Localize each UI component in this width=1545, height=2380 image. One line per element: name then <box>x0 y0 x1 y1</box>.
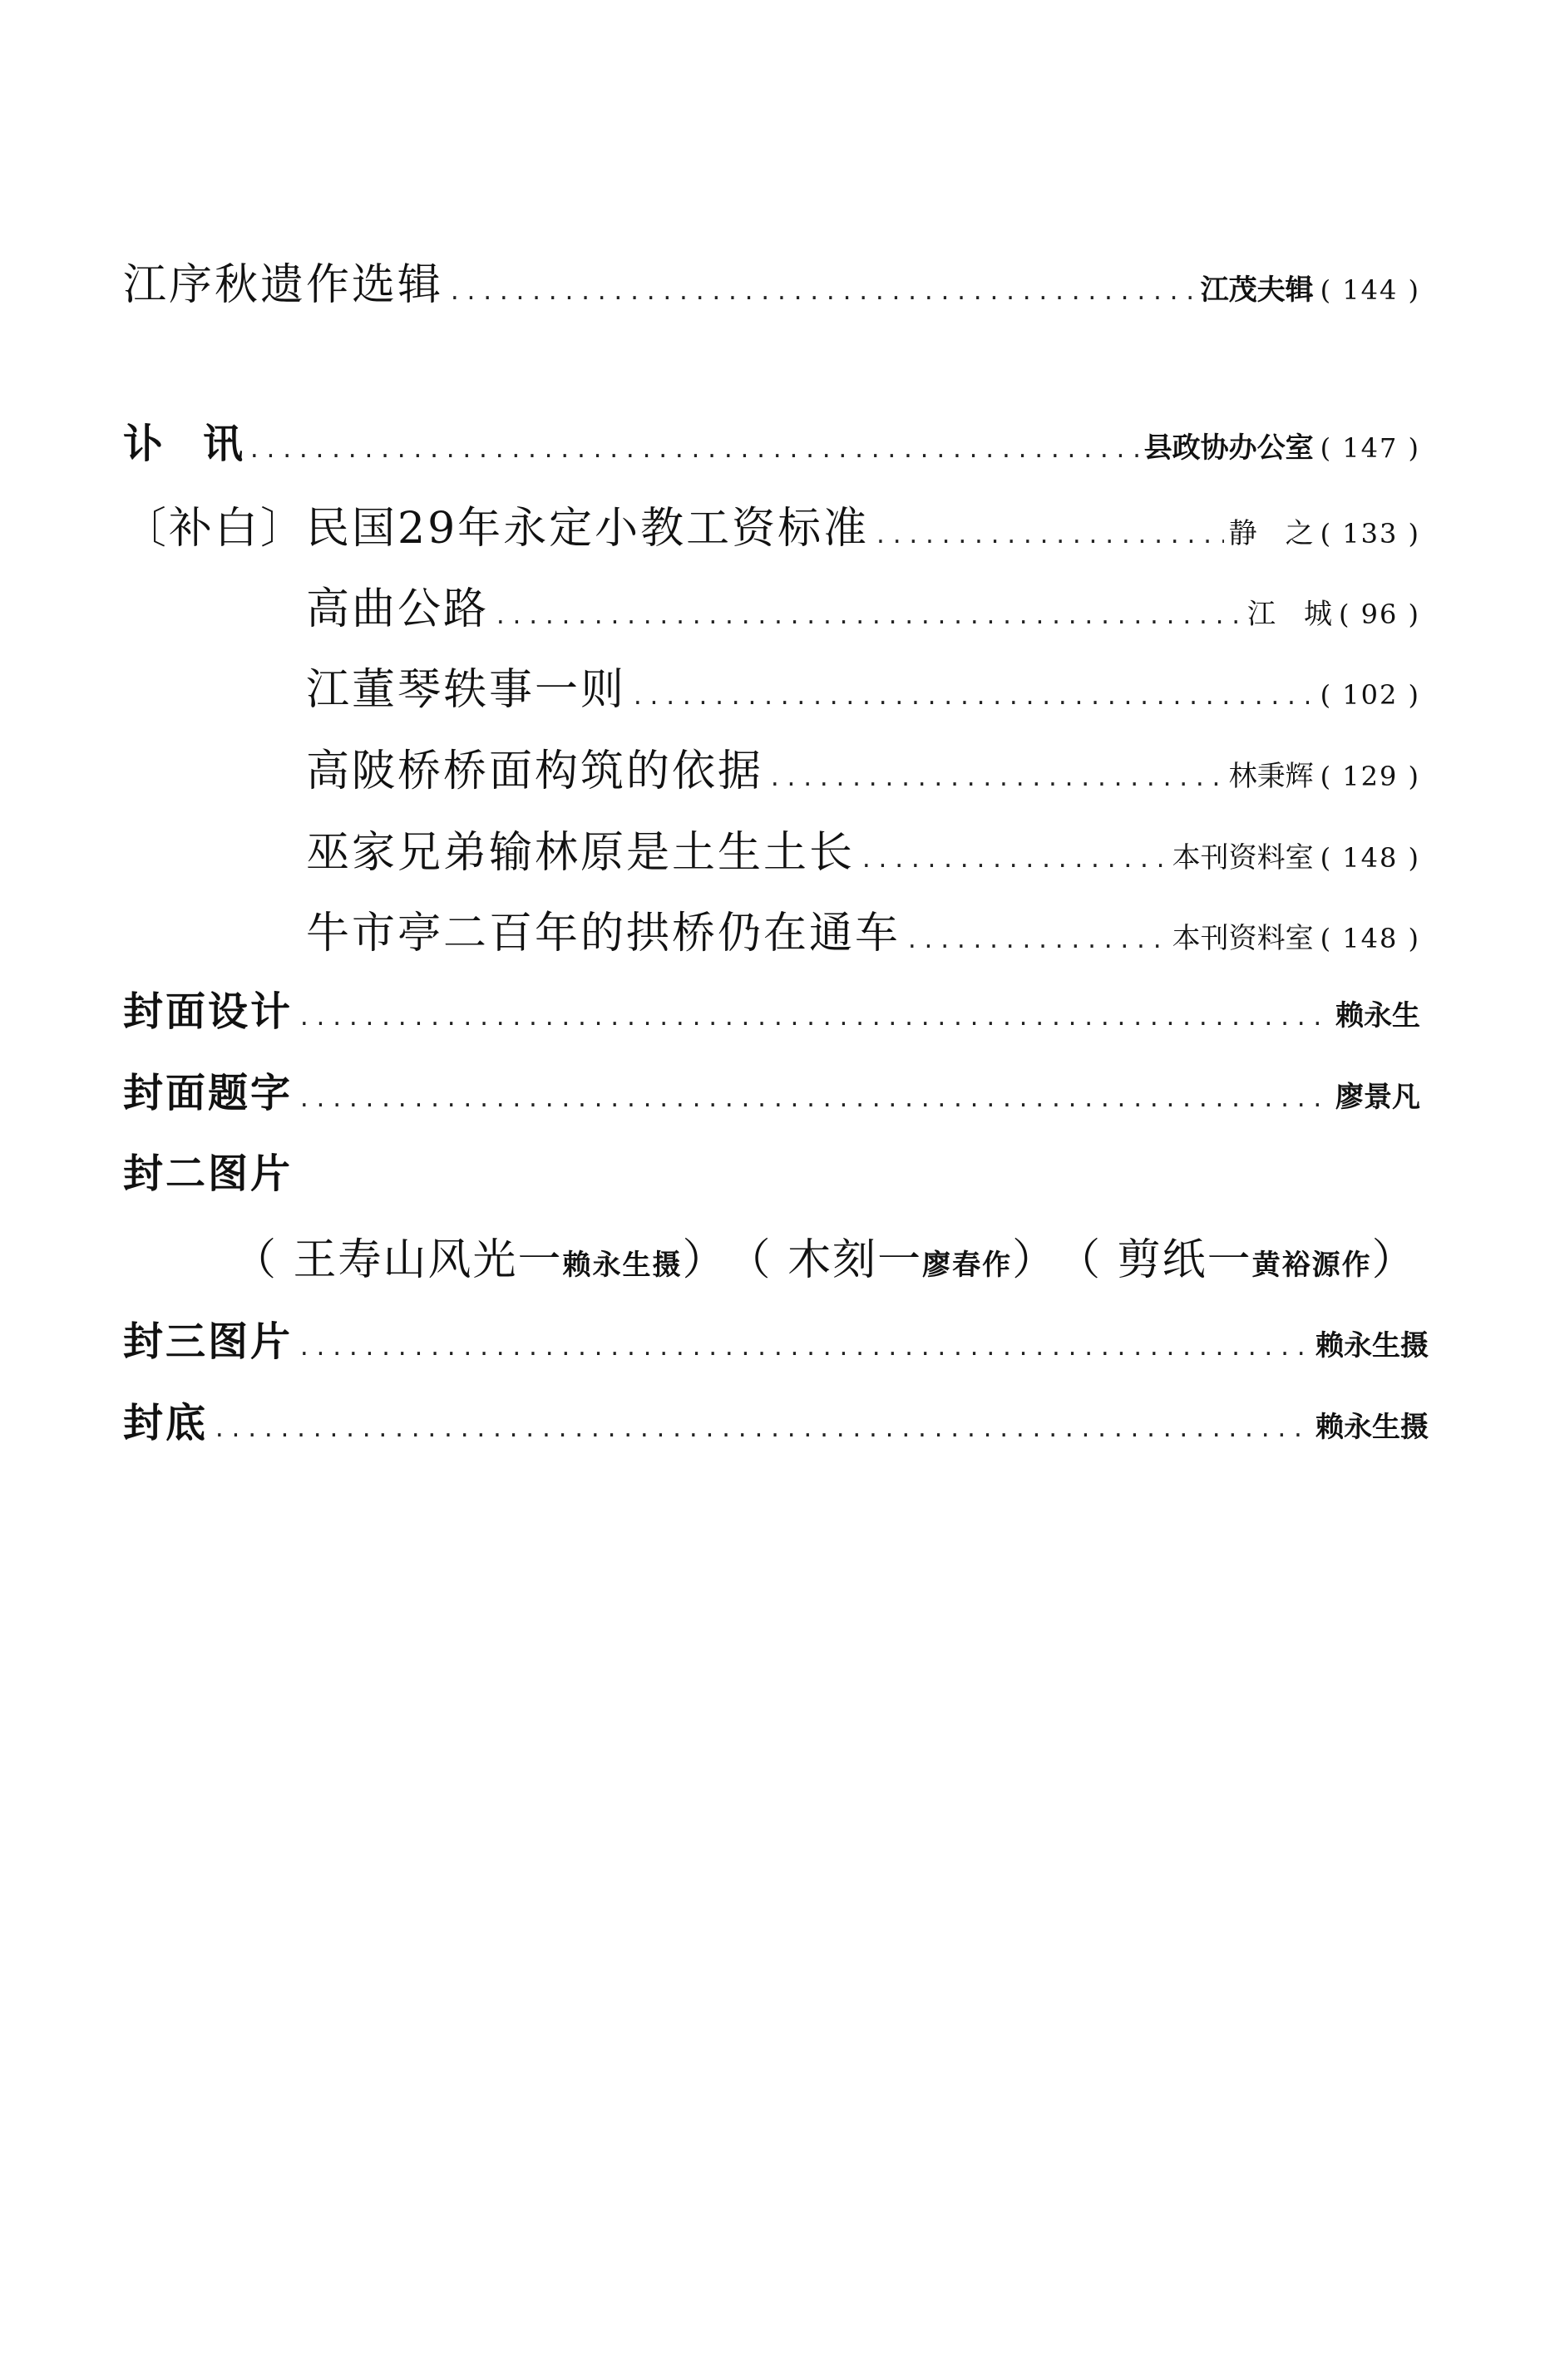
entry-title: 牛市亭二百年的拱桥仍在通车 <box>306 909 901 958</box>
entry-author: 赖永生摄 <box>1315 1411 1429 1444</box>
dot-leader <box>213 1417 1311 1442</box>
dot-leader <box>298 1087 1330 1112</box>
entry-title: 高曲公路 <box>306 584 490 634</box>
entry-title: 〔补白〕民国29年永定小教工资标准 <box>123 504 870 554</box>
entry-author: 赖永生 <box>1335 999 1420 1032</box>
toc-entry <box>306 817 1420 880</box>
entry-page-number: ( 96 ) <box>1338 599 1420 630</box>
entry-title: 封面题字 <box>123 1070 294 1116</box>
entry-page-number: ( 147 ) <box>1320 432 1420 464</box>
entry-title: 封二图片 <box>123 1151 294 1197</box>
toc-entry <box>123 979 1420 1037</box>
toc-entry <box>306 574 1420 636</box>
toc-entry <box>123 493 1420 555</box>
entry-page-number: ( 133 ) <box>1320 518 1420 549</box>
entry-title: 讣 讯 <box>123 421 244 467</box>
entry-author: 江茂夫辑 <box>1200 273 1314 307</box>
entry-title: 江序秋遗作选辑 <box>123 260 444 310</box>
entry-page-number: ( 148 ) <box>1320 923 1420 954</box>
dot-leader <box>906 929 1167 953</box>
entry-page-number: ( 144 ) <box>1320 274 1420 306</box>
toc-entry <box>123 1141 1420 1199</box>
entry-author: 廖景凡 <box>1335 1081 1420 1114</box>
dot-leader <box>631 685 1309 710</box>
dot-leader <box>298 1006 1330 1031</box>
toc-entry <box>123 1061 1420 1118</box>
entry-author: 本刊资料室 <box>1172 841 1314 875</box>
entry-page-number: ( 102 ) <box>1320 679 1420 711</box>
credit-close: ） <box>682 1235 728 1285</box>
entry-author: 静 之 <box>1228 517 1314 550</box>
entry-author: 县政协办公室 <box>1143 431 1314 465</box>
entry-title: 巫家兄弟输林原是土生土长 <box>306 828 856 878</box>
dot-leader <box>298 1336 1311 1361</box>
dot-leader <box>860 848 1167 873</box>
entry-title: 封三图片 <box>123 1318 294 1365</box>
credit-open: （ 剪纸一 <box>1057 1235 1252 1285</box>
dot-leader <box>448 280 1196 305</box>
entry-author: 赖永生摄 <box>1315 1329 1429 1362</box>
credit-author: 廖春作 <box>922 1249 1013 1282</box>
entry-title: 高陂桥桥面构筑的依据 <box>306 747 764 796</box>
credit-close: ） <box>1371 1235 1417 1285</box>
entry-title: 封面设计 <box>123 988 294 1035</box>
toc-entry <box>123 1309 1429 1367</box>
toc-entry <box>123 249 1420 312</box>
toc-entry <box>306 654 1420 717</box>
credit-author: 黄裕源作 <box>1251 1249 1372 1282</box>
cover2-credits <box>233 1224 1429 1287</box>
entry-title: 封底 <box>123 1400 209 1446</box>
toc-entry <box>306 898 1420 960</box>
dot-leader <box>874 524 1223 549</box>
dot-leader <box>494 604 1242 629</box>
credit-open: （ 木刻一 <box>727 1235 923 1285</box>
toc-entry <box>123 1391 1429 1448</box>
toc-entry <box>123 411 1420 469</box>
toc-entry <box>306 736 1420 798</box>
entry-author: 本刊资料室 <box>1172 922 1314 955</box>
entry-title: 江董琴轶事一则 <box>306 665 627 715</box>
dot-leader <box>248 438 1139 463</box>
credit-open: （ 王寿山风光一 <box>233 1235 563 1285</box>
credit-author: 赖永生摄 <box>562 1249 683 1282</box>
entry-author: 江 城 <box>1246 598 1332 631</box>
entry-author: 林秉辉 <box>1228 760 1314 793</box>
dot-leader <box>768 766 1224 791</box>
entry-page-number: ( 148 ) <box>1320 842 1420 874</box>
entry-page-number: ( 129 ) <box>1320 761 1420 792</box>
credit-close: ） <box>1012 1235 1058 1285</box>
